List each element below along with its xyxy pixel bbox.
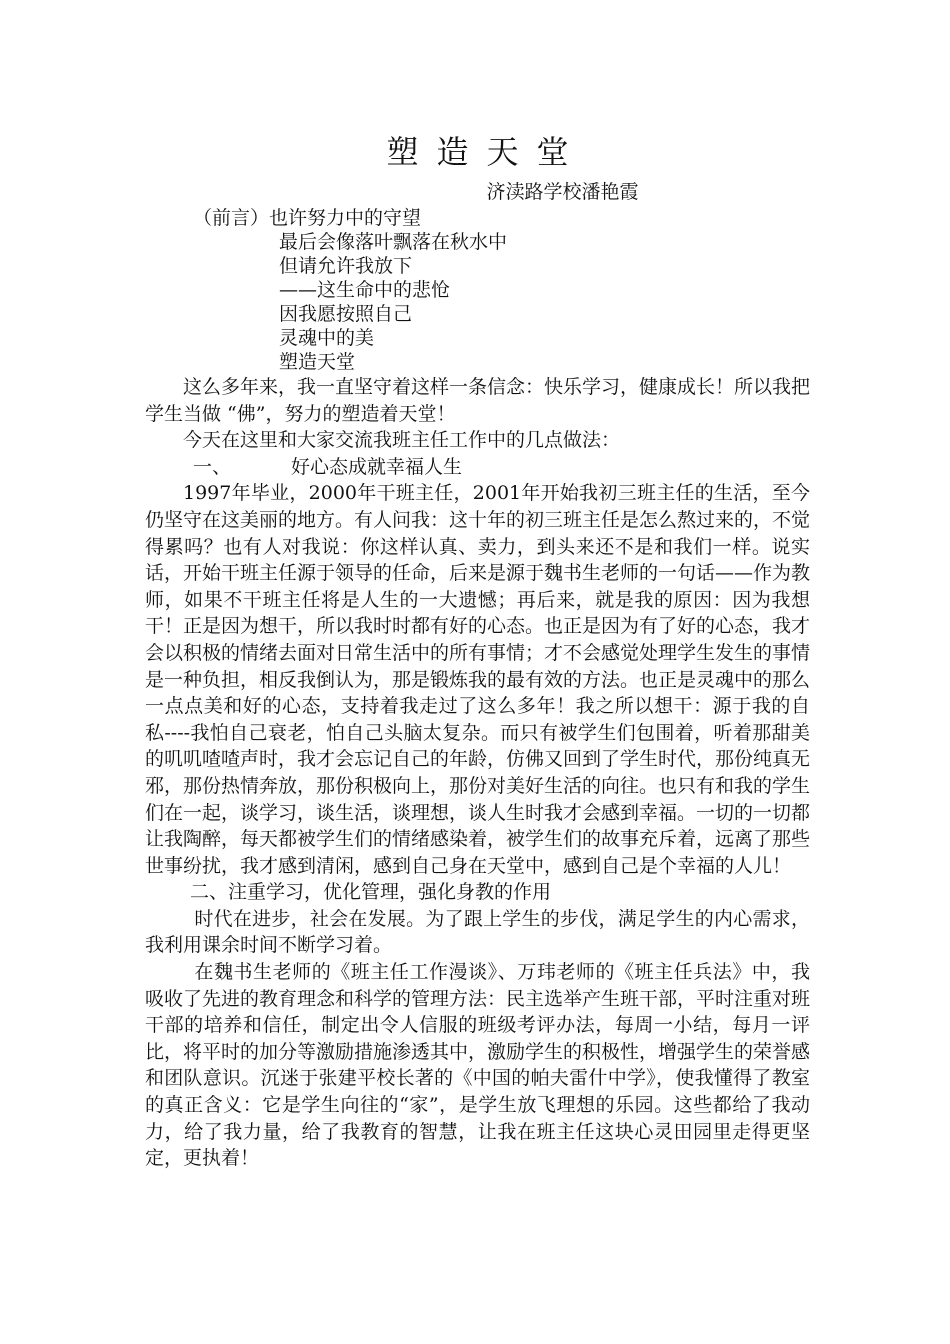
document-title: 塑造天堂 [386, 133, 587, 171]
preface-line-7: 塑造天堂 [279, 351, 356, 373]
preface-line-1: （前言）也许努力中的守望 [193, 207, 422, 229]
author-line: 济渎路学校潘艳霞 [486, 181, 639, 203]
preface-line-5: 因我愿按照自己 [279, 303, 413, 325]
paragraph-belief: 这么多年来，我一直坚守着这样一条信念：快乐学习，健康成长！所以我把学生当做 “佛”，努力的塑造着天堂！ [145, 376, 811, 425]
section-heading-1 [145, 454, 810, 481]
preface-line-4: ——这生命中的悲怆 [279, 279, 451, 301]
section-number: 一、 [193, 455, 232, 478]
paragraph-methods: 在魏书生老师的《班主任工作漫谈》、万玮老师的《班主任兵法》中，我吸收了先进的教育理念和科学的管理方法：民主选举产生班干部，平时注重对班干部的培养和信任，制定出令人信服的班级考评办法，每周一小结，每月一评比，将平时的加分等激励措施渗透其中，激励学生的积极性，增强学生的荣誉感和团队意识。沉迷于张建平校长著的《中国的帕夫雷什中学》，使我懂得了教室的真正含义：它是学生向往的“家”，是学生放飞理想的乐园。这些都给了我动力，给了我力量，给了我教育的智慧，让我在班主任这块心灵田园里走得更坚定，更执着！ [145, 961, 811, 1170]
document-page [145, 130, 810, 1172]
preface-line-2: 最后会像落叶飘落在秋水中 [279, 231, 508, 253]
preface-poem [145, 206, 810, 374]
preface-line-6: 灵魂中的美 [279, 327, 375, 349]
paragraph-attitude: 1997年毕业，2000年干班主任，2001年开始我初三班主任的生活，至今仍坚守在这美丽的地方。有人问我：这十年的初三班主任是怎么熬过来的，不觉得累吗？也有人对我说：你这样认真、卖力，到头来还不是和我们一样。说实话，开始干班主任源于领导的任命，后来是源于魏书生老师的一句话——作为教师，如果不干班主任将是人生的一大遗憾；再后来，就是我的原因：因为我想干！正是因为想干，所以我时时都有好的心态。也正是因为有了好的心态，我才会以积极的情绪去面对日常生活中的所有事情；才不会感觉处理学生发生的事情是一种负担，相反我倒认为，那是锻炼我的最有效的方法。也正是灵魂中的那么一点点美和好的心态，支持着我走过了这么多年！我之所以想干：源于我的自私----我怕自己衰老，怕自己头脑太复杂。而只有被学生们包围着，听着那甜美的叽叽喳喳声时，我才会忘记自己的年龄，仿佛又回到了学生时代，那份纯真无邪，那份热情奔放，那份积极向上，那份对美好生活的向往。也只有和我的学生们在一起，谈学习，谈生活，谈理想，谈人生时我才会感到幸福。一切的一切都让我陶醉，每天都被学生们的情绪感染着，被学生们的故事充斥着，远离了那些世事纷扰，我才感到清闲，感到自己身在天堂中，感到自己是个幸福的人儿！ [145, 482, 811, 877]
section-title: 好心态成就幸福人生 [291, 455, 463, 478]
section-heading-2: 二、注重学习，优化管理，强化身教的作用 [190, 881, 552, 904]
preface-line-3: 但请允许我放下 [279, 255, 413, 277]
paragraph-intro: 今天在这里和大家交流我班主任工作中的几点做法： [183, 429, 621, 452]
paragraph-learning: 时代在进步，社会在发展。为了跟上学生的步伐，满足学生的内心需求，我利用课余时间不断学习着。 [145, 907, 810, 957]
